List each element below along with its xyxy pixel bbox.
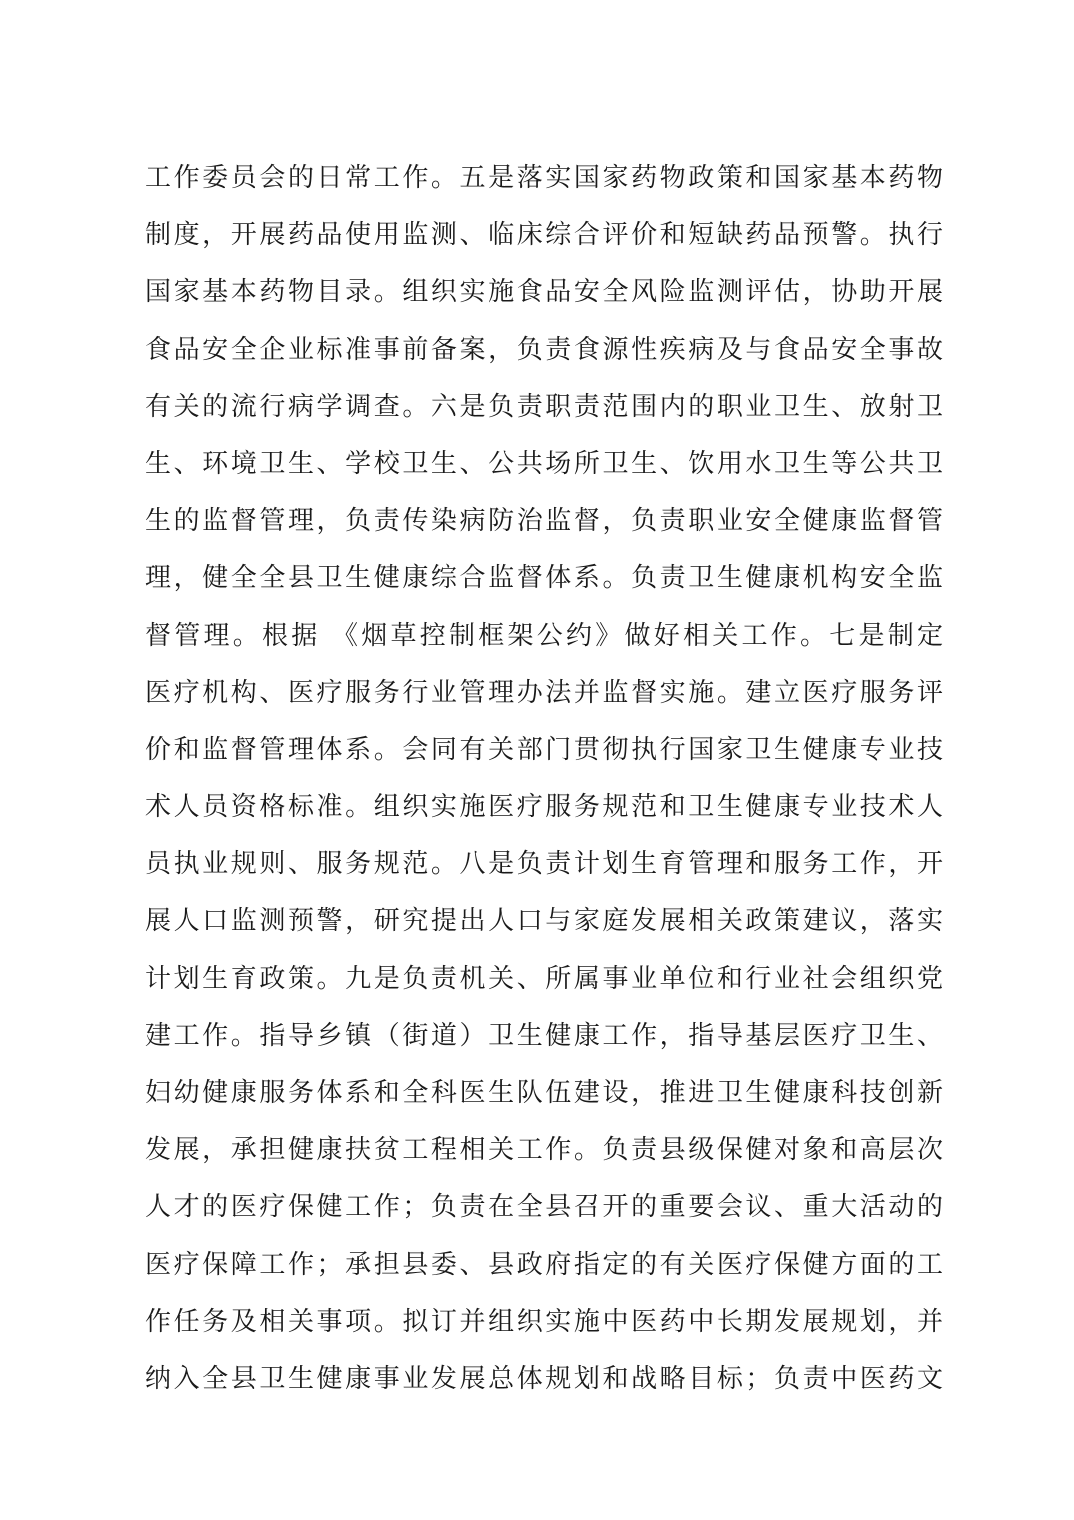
text-line: 理，健全全县卫生健康综合监督体系。负责卫生健康机构安全监 <box>145 563 945 594</box>
text-line: 生的监督管理，负责传染病防治监督，负责职业安全健康监督管 <box>145 506 945 537</box>
text-line: 作任务及相关事项。拟订并组织实施中医药中长期发展规划，并 <box>145 1306 945 1337</box>
text-line: 人才的医疗保健工作；负责在全县召开的重要会议、重大活动的 <box>145 1192 945 1223</box>
text-line: 医疗机构、医疗服务行业管理办法并监督实施。建立医疗服务评 <box>145 677 945 708</box>
text-line: 员执业规则、服务规范。八是负责计划生育管理和服务工作，开 <box>145 849 945 880</box>
text-line: 发展，承担健康扶贫工程相关工作。负责县级保健对象和高层次 <box>145 1135 945 1166</box>
text-line: 妇幼健康服务体系和全科医生队伍建设，推进卫生健康科技创新 <box>145 1078 945 1108</box>
text-line: 医疗保障工作；承担县委、县政府指定的有关医疗保健方面的工 <box>145 1249 945 1280</box>
text-line: 价和监督管理体系。会同有关部门贯彻执行国家卫生健康专业技 <box>145 734 945 765</box>
text-line: 工作委员会的日常工作。五是落实国家药物政策和国家基本药物 <box>145 163 945 193</box>
text-line: 术人员资格标准。组织实施医疗服务规范和卫生健康专业技术人 <box>145 792 945 823</box>
body-paragraph <box>145 150 945 1408</box>
text-line: 有关的流行病学调查。六是负责职责范围内的职业卫生、放射卫 <box>145 391 945 422</box>
text-line: 食品安全企业标准事前备案，负责食源性疾病及与食品安全事故 <box>145 334 945 365</box>
text-line: 计划生育政策。九是负责机关、所属事业单位和行业社会组织党 <box>145 963 945 994</box>
text-line: 督管理。根据 《烟草控制框架公约》做好相关工作。七是制定 <box>145 620 945 651</box>
text-line: 展人口监测预警，研究提出人口与家庭发展相关政策建议，落实 <box>145 906 945 937</box>
text-line: 国家基本药物目录。组织实施食品安全风险监测评估，协助开展 <box>145 277 945 308</box>
text-line: 纳入全县卫生健康事业发展总体规划和战略目标；负责中医药文 <box>145 1363 945 1394</box>
text-line: 制度，开展药品使用监测、临床综合评价和短缺药品预警。执行 <box>145 220 945 251</box>
text-line: 建工作。指导乡镇（街道）卫生健康工作，指导基层医疗卫生、 <box>145 1020 945 1051</box>
text-line: 生、环境卫生、学校卫生、公共场所卫生、饮用水卫生等公共卫 <box>145 448 945 479</box>
